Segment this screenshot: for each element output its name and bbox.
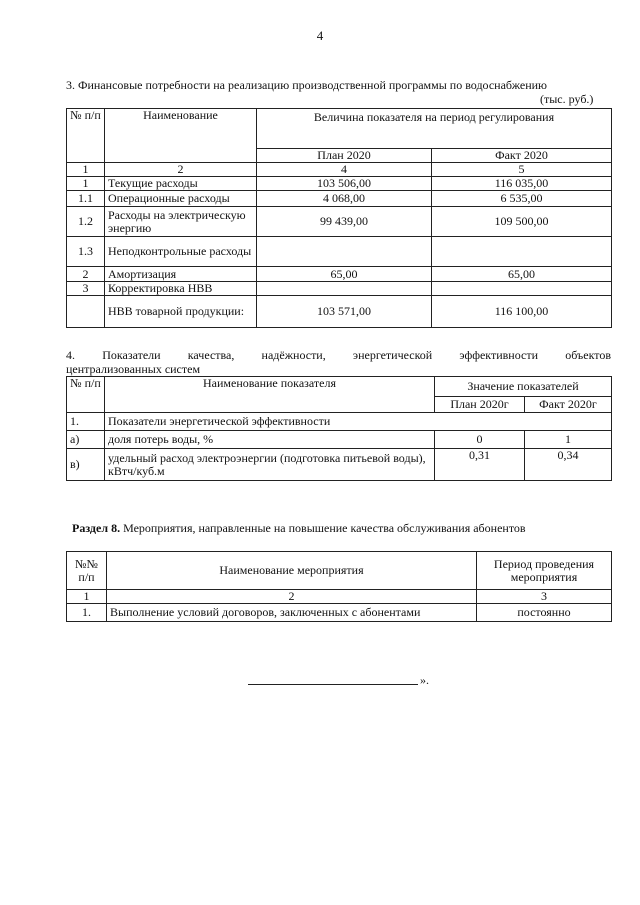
section8-title-text: Мероприятия, направленные на повышение качества обслуживания абонентов [120,521,526,535]
row-plan: 0 [435,431,525,449]
index-row [67,163,612,177]
service-measures-table [66,551,612,622]
closing-quote: ». [420,673,429,687]
header-value: Значение показателей [435,377,612,397]
header-name: Наименование [105,109,257,163]
row-fact: 65,00 [432,267,612,282]
section8-title-bold: Раздел 8. [72,521,121,535]
row-fact [432,282,612,296]
financial-needs-table [66,108,612,328]
table-row [67,207,612,237]
row-num: 1.2 [67,207,105,237]
header-num: № п/п [67,377,105,413]
group-num: 1. [67,413,105,431]
index-cell: 1 [67,590,107,604]
row-name: Операционные расходы [105,191,257,207]
row-fact: 0,34 [525,449,612,481]
group-name: Показатели энергетической эффективности [105,413,612,431]
row-plan: 0,31 [435,449,525,481]
header-fact: Факт 2020г [525,397,612,413]
row-fact: 1 [525,431,612,449]
row-fact [432,237,612,267]
row-num: а) [67,431,105,449]
section3-title: 3. Финансовые потребности на реализацию производственной программы по водоснабжению [66,78,548,92]
section4-title-cont: централизованных систем [66,362,201,376]
row-num: 1 [67,177,105,191]
section8-title [72,521,526,536]
header-fact: Факт 2020 [432,149,612,163]
header-num: №№ п/п [67,552,107,590]
row-plan: 103 506,00 [257,177,432,191]
index-cell: 2 [107,590,477,604]
section3-unit: (тыс. руб.) [540,92,594,106]
table-row [67,177,612,191]
row-num: 2 [67,267,105,282]
row-plan [257,282,432,296]
row-plan: 4 068,00 [257,191,432,207]
table-row [67,449,612,481]
page-number: 4 [316,28,324,43]
table-row-total [67,296,612,328]
row-fact: 6 535,00 [432,191,612,207]
header-value: Величина показателя на период регулирования [257,109,612,149]
row-name: Корректировка НВВ [105,282,257,296]
section4-title: 4. Показатели качества, надёжности, энергетической эффективности объектов [66,348,611,362]
quality-indicators-table [66,376,612,481]
table-row [67,282,612,296]
row-fact: 116 100,00 [432,296,612,328]
row-plan [257,237,432,267]
row-name: доля потерь воды, % [105,431,435,449]
table-row [67,237,612,267]
group-row [67,413,612,431]
table-row [67,604,612,622]
index-cell: 2 [105,163,257,177]
index-cell: 5 [432,163,612,177]
row-num: 1.1 [67,191,105,207]
index-row [67,590,612,604]
table-row [67,431,612,449]
row-plan: 65,00 [257,267,432,282]
header-num: № п/п [67,109,105,163]
header-period: Период проведения мероприятия [477,552,612,590]
row-period: постоянно [477,604,612,622]
row-name: Текущие расходы [105,177,257,191]
row-num [67,296,105,328]
index-cell: 3 [477,590,612,604]
row-name: Расходы на электрическую энергию [105,207,257,237]
row-num: 1. [67,604,107,622]
row-num: 3 [67,282,105,296]
row-name: НВВ товарной продукции: [105,296,257,328]
header-name: Наименование показателя [105,377,435,413]
table-row [67,191,612,207]
row-fact: 109 500,00 [432,207,612,237]
row-plan: 99 439,00 [257,207,432,237]
header-plan: План 2020 [257,149,432,163]
header-name: Наименование мероприятия [107,552,477,590]
index-cell: 1 [67,163,105,177]
row-num: 1.3 [67,237,105,267]
table-row [67,267,612,282]
row-name: Амортизация [105,267,257,282]
row-num: в) [67,449,105,481]
row-plan: 103 571,00 [257,296,432,328]
index-cell: 4 [257,163,432,177]
header-plan: План 2020г [435,397,525,413]
row-name: Выполнение условий договоров, заключенных с абонентами [107,604,477,622]
row-name: Неподконтрольные расходы [105,237,257,267]
row-name: удельный расход электроэнергии (подготовка питьевой воды), кВтч/куб.м [105,449,435,481]
row-fact: 116 035,00 [432,177,612,191]
signature-line [248,683,418,685]
